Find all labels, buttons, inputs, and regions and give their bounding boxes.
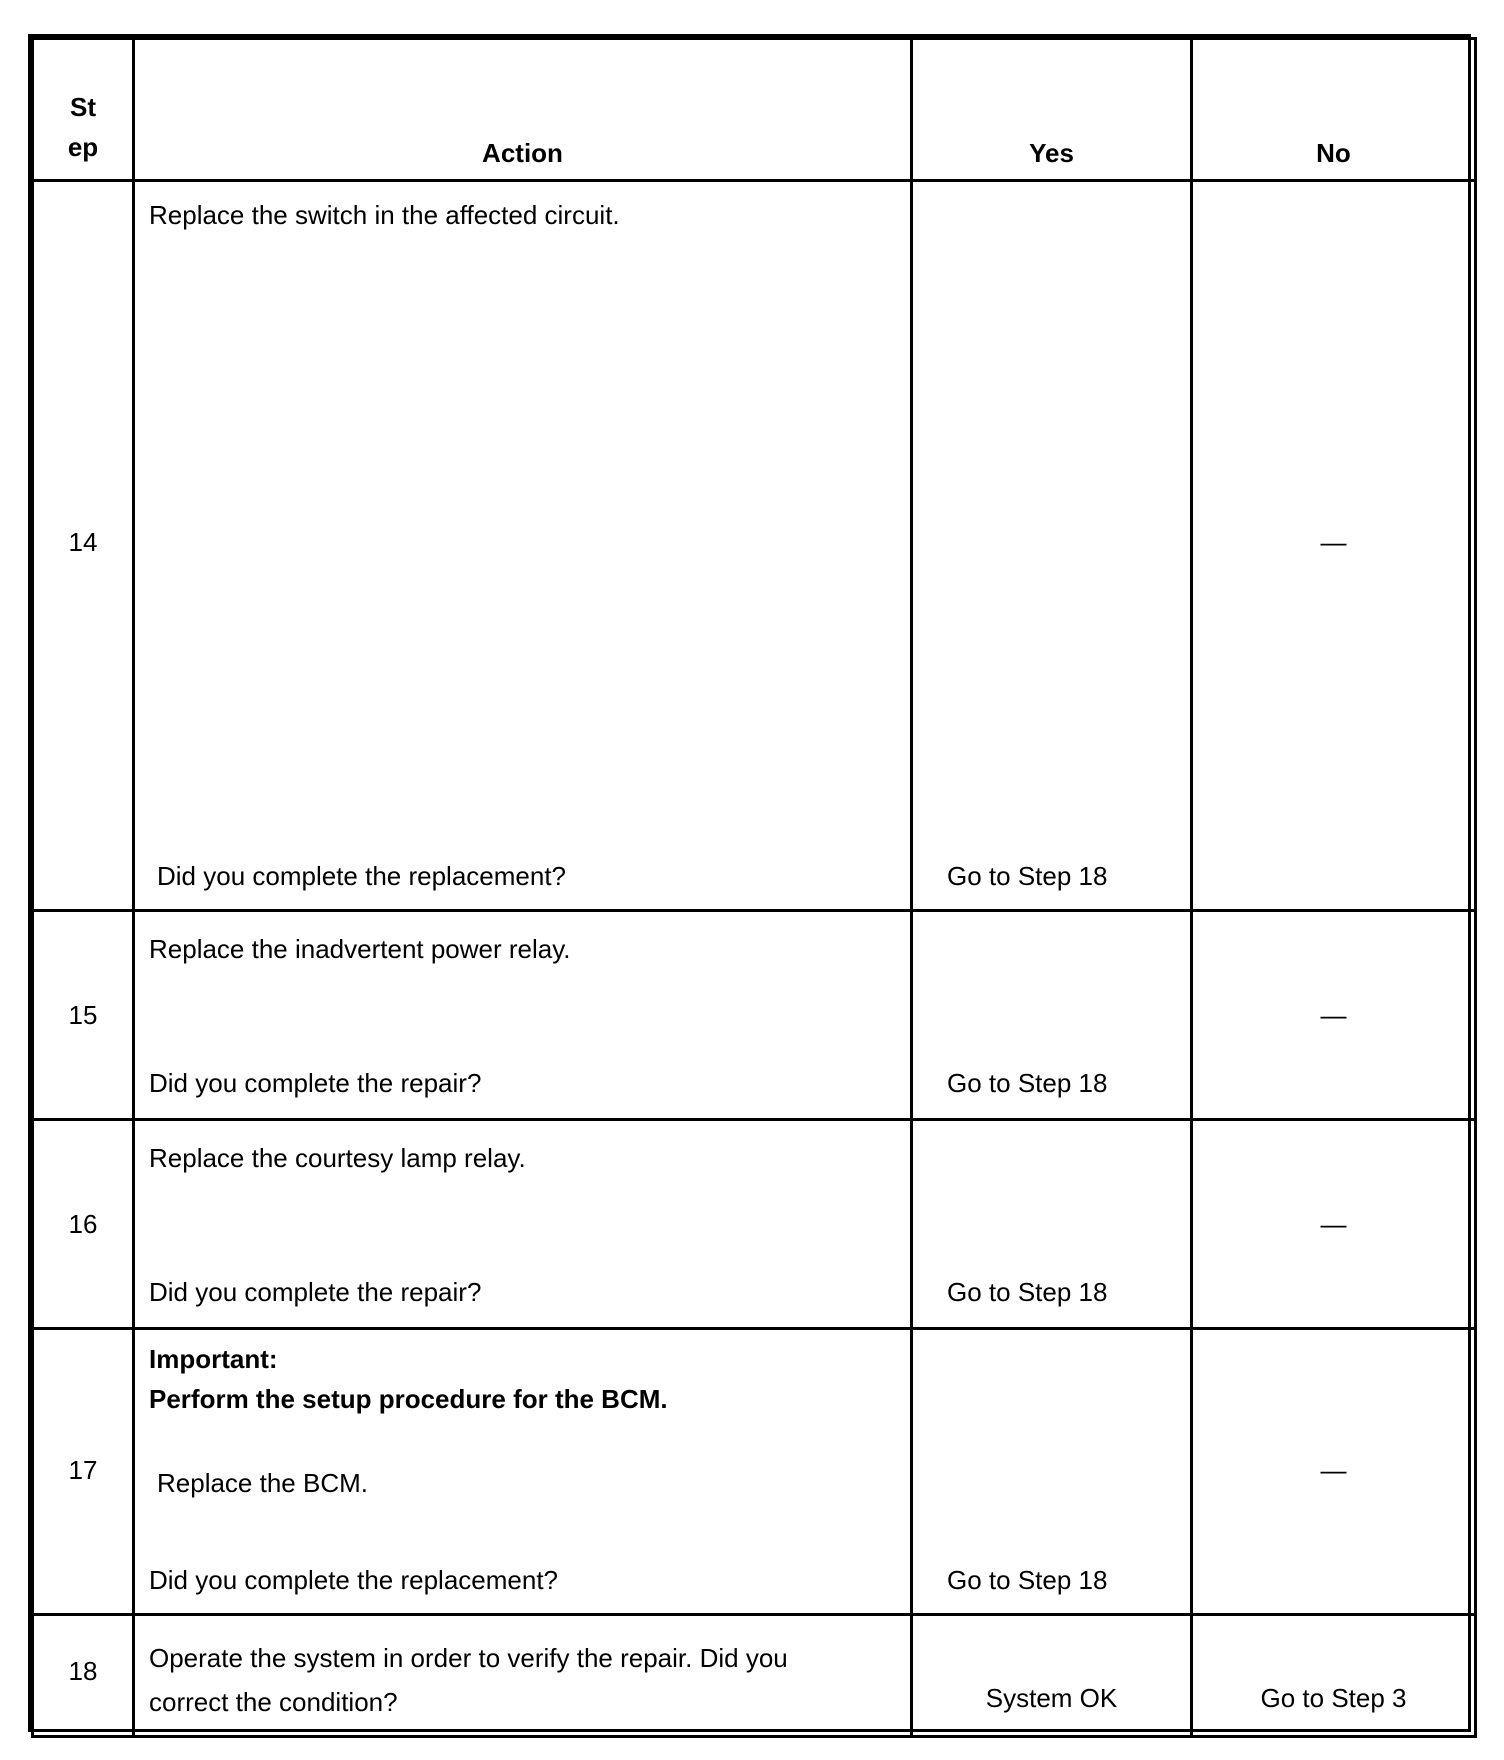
action-instruction: Replace the inadvertent power relay.	[149, 934, 571, 964]
step-cell	[33, 1329, 134, 1615]
table-row	[33, 1120, 1476, 1329]
step-cell	[33, 181, 134, 911]
step-number: 17	[68, 1455, 98, 1485]
important-label: Important:	[149, 1344, 278, 1374]
yes-result: Go to Step 18	[947, 1068, 1108, 1098]
action-question: Did you complete the replacement?	[157, 861, 567, 891]
table-row	[33, 1615, 1476, 1737]
table-row	[33, 181, 1476, 911]
action-cell	[134, 1329, 912, 1615]
yes-cell	[912, 1120, 1192, 1329]
step-cell	[33, 1615, 134, 1737]
action-question: Did you complete the repair?	[149, 1277, 482, 1307]
header-step	[33, 39, 134, 181]
step-number: 18	[68, 1656, 98, 1686]
important-text: Perform the setup procedure for the BCM.	[149, 1384, 668, 1414]
action-line-1: Operate the system in order to verify the repair. Did you	[149, 1643, 788, 1673]
header-yes: Yes	[912, 39, 1192, 181]
no-result: —	[1320, 1000, 1347, 1030]
yes-result: Go to Step 18	[947, 1277, 1108, 1307]
action-line-2: correct the condition?	[149, 1687, 398, 1717]
action-question: Did you complete the replacement?	[149, 1565, 559, 1595]
yes-result: System OK	[985, 1683, 1118, 1713]
step-number: 16	[68, 1209, 98, 1239]
no-cell	[1192, 911, 1476, 1120]
step-number: 15	[68, 1000, 98, 1030]
step-number: 14	[68, 527, 98, 557]
header-action: Action	[134, 39, 912, 181]
header-step-line1: St	[70, 92, 96, 122]
yes-cell	[912, 1329, 1192, 1615]
no-result: Go to Step 3	[1260, 1683, 1407, 1713]
no-result: —	[1320, 1455, 1347, 1485]
action-cell	[134, 911, 912, 1120]
no-result: —	[1320, 527, 1347, 557]
no-cell	[1192, 181, 1476, 911]
steps-table-grid	[31, 37, 1477, 1738]
action-cell	[134, 1615, 912, 1737]
no-cell	[1192, 1329, 1476, 1615]
action-instruction: Replace the courtesy lamp relay.	[149, 1143, 526, 1173]
action-cell	[134, 1120, 912, 1329]
step-cell	[33, 1120, 134, 1329]
no-cell	[1192, 1615, 1476, 1737]
no-result: —	[1320, 1209, 1347, 1239]
action-instruction: Replace the BCM.	[157, 1468, 368, 1498]
diagnostic-steps-table	[28, 34, 1471, 1732]
action-question: Did you complete the repair?	[149, 1068, 482, 1098]
yes-cell	[912, 911, 1192, 1120]
step-cell	[33, 911, 134, 1120]
header-step-line2: ep	[67, 132, 99, 162]
yes-cell	[912, 1615, 1192, 1737]
action-cell	[134, 181, 912, 911]
yes-result: Go to Step 18	[947, 1565, 1108, 1595]
table-row	[33, 1329, 1476, 1615]
header-no: No	[1192, 39, 1476, 181]
action-instruction	[149, 1636, 788, 1724]
yes-result: Go to Step 18	[947, 861, 1108, 891]
table-row	[33, 911, 1476, 1120]
no-cell	[1192, 1120, 1476, 1329]
yes-cell	[912, 181, 1192, 911]
header-row	[33, 39, 1476, 181]
action-instruction: Replace the switch in the affected circuit.	[149, 200, 620, 230]
